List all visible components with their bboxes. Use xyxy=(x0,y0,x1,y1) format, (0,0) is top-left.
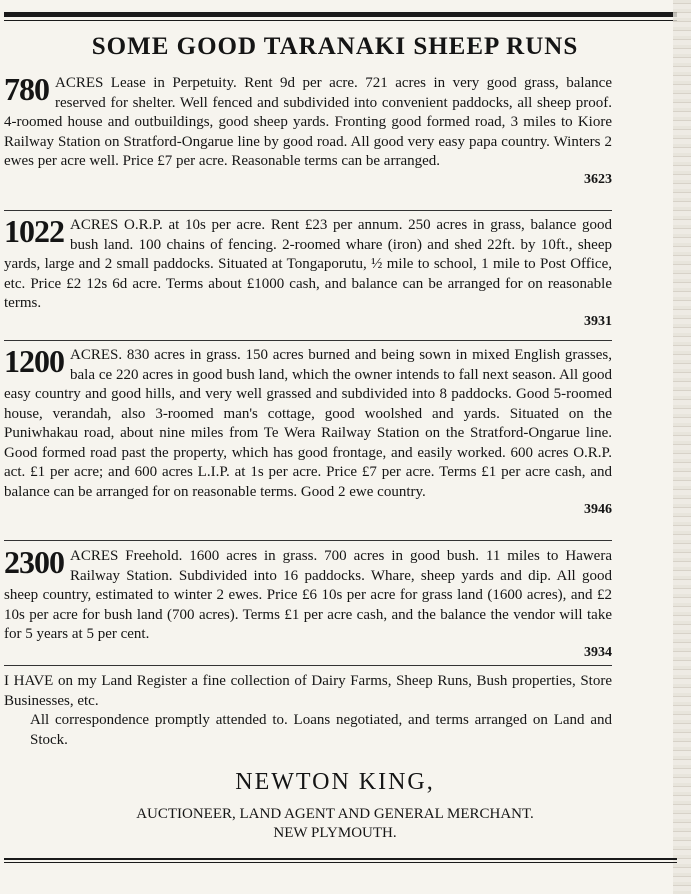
advertiser-role: AUCTIONEER, LAND AGENT AND GENERAL MERCHANT. xyxy=(136,806,534,822)
listing-text: ACRES Lease in Perpetuity. Rent 9d per acre. 721 acres in very good grass, balance reserved for shelter. Well fenced and subdivided into convenient paddocks, all sheep proof. 4-roomed house and outbuildings, good sheep yards. Fronting good formed road, 3 miles to Kiore Railway Station on Stratford-Ongarue line by good road. All good very easy papa country. Winters 2 ewes per acre well. Price £7 per acre. Reasonable terms can be arranged. xyxy=(4,75,612,169)
top-rule-thick xyxy=(4,12,677,17)
register-line-1: I HAVE on my Land Register a fine collection of Dairy Farms, Sheep Runs, Bush properties, Store Businesses, etc. xyxy=(4,673,612,709)
listing-ref: 3623 xyxy=(584,171,612,187)
divider xyxy=(4,665,612,666)
divider xyxy=(4,210,612,211)
listing-text: ACRES O.R.P. at 10s per acre. Rent £23 per annum. 250 acres in grass, balance good bush land. 100 chains of fencing. 2-roomed whare (iron) and shed 22ft. by 10ft., sheep yards, large and 2 small paddocks. Situated at Tongaporutu, ½ mile to school, 1 mile to Post Office, etc. Price £2 12s 6d acre. Terms about £1000 cash, and balance can be arranged for on reasonable terms. xyxy=(4,217,612,311)
listing-acres: 1022 xyxy=(4,213,64,249)
register-line-2: All correspondence promptly attended to. Loans negotiated, and terms arranged on Land and Stock. xyxy=(30,712,612,748)
listing-acres: 780 xyxy=(4,71,49,107)
bottom-rule-thin xyxy=(4,862,677,863)
listing-acres: 2300 xyxy=(4,544,64,580)
listing-text: ACRES Freehold. 1600 acres in grass. 700 acres in good bush. 11 miles to Hawera Railway Station. Subdivided into 16 paddocks. Whare, sheep yards and dip. All good sheep country, estimated to winter 2 ewes. Price £6 10s per acre for grass land (1600 acres), and £2 10s per acre for bush land (700 acres). Terms £1 per acre cash, and the balance the vendor will take for 5 years at 5 per cent. xyxy=(4,548,612,642)
listing-ref: 3946 xyxy=(584,502,612,517)
listing-1022 xyxy=(4,213,612,330)
listing-acres: 1200 xyxy=(4,343,64,379)
bottom-rule-thick xyxy=(4,858,677,860)
page-edge-texture xyxy=(673,0,691,894)
listing-text: ACRES. 830 acres in grass. 150 acres burned and being sown in mixed English grasses, bala ce 220 acres in good bush land, which the owner intends to fall next season. All good easy country and good hills, and very well grassed and subdivided into 8 paddocks. Good 5-roomed house, verandah, also 3-roomed man's cottage, good woolshed and yards. Situated on the Puniwhakau road, about nine miles from Te Wera Railway Station on the Stratford-Ongarue line. Good formed road past the property, which has good frontage, and easily worked. 600 acres O.R.P. act. £1 per acre; and 600 acres L.I.P. at 1s per acre. Price £7 per acre. Terms £1 per acre cash, and balance can be arranged for on reasonable terms. Good 2 ewe country. xyxy=(4,347,612,500)
headline: SOME GOOD TARANAKI SHEEP RUNS xyxy=(91,33,579,60)
listing-ref: 3931 xyxy=(584,313,612,329)
listing-ref: 3934 xyxy=(584,644,612,660)
top-rule-thin xyxy=(4,20,677,21)
listing-780 xyxy=(4,71,612,188)
listing-2300 xyxy=(4,544,612,661)
divider xyxy=(4,340,612,341)
advertiser-name: NEWTON KING, xyxy=(235,769,435,795)
divider xyxy=(4,540,612,541)
listing-1200 xyxy=(4,343,612,518)
advertiser-place: NEW PLYMOUTH. xyxy=(273,825,397,841)
land-register-notice xyxy=(4,672,612,750)
